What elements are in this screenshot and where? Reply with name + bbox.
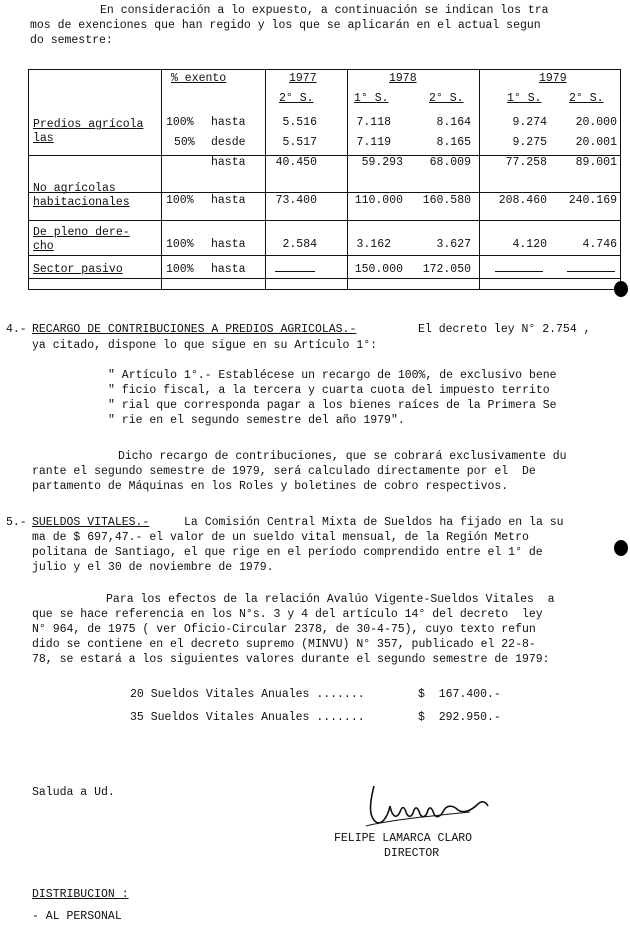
punch-hole <box>614 281 628 297</box>
row-label: habitacionales <box>33 196 130 209</box>
cell: 4.746 <box>582 238 617 251</box>
cell: 110.000 <box>354 194 403 207</box>
cell: 5.517 <box>282 136 317 149</box>
sem-1978-2: 2° S. <box>429 92 464 105</box>
quote-line: " Artículo 1°.- Establécese un recargo de 100%, de exclusivo bene <box>108 369 557 382</box>
vital-label: 35 Sueldos Vitales Anuales ....... <box>130 711 365 724</box>
empty-dash <box>567 271 615 272</box>
signatory-name: FELIPE LAMARCA CLARO <box>334 832 473 845</box>
cell: 3.627 <box>436 238 471 251</box>
row-label: cho <box>33 240 54 253</box>
cell: 240.169 <box>568 194 617 207</box>
cell: 20.000 <box>575 116 617 129</box>
row-kind: hasta <box>211 263 246 276</box>
punch-hole <box>614 540 628 556</box>
s4-para-line: partamento de Máquinas en los Roles y boletines de cobro respectivos. <box>32 480 509 493</box>
cell: 89.001 <box>575 156 617 169</box>
s4-para-line: Dicho recargo de contribuciones, que se cobrará exclusivamente du <box>118 450 567 463</box>
header-1979: 1979 <box>539 72 567 85</box>
row-pct: 100% <box>166 116 194 129</box>
signatory-title: DIRECTOR <box>384 847 440 860</box>
quote-line: " rial que corresponda pagar a los bienes raíces de la Primera Se <box>108 399 557 412</box>
section-5-number: 5.- <box>6 516 27 529</box>
s4-para-line: rante el segundo semestre de 1979, será calculado directamente por el De <box>32 465 536 478</box>
s5-para-line: 78, se estará a los siguientes valores durante el segundo semestre de 1979: <box>32 653 550 666</box>
section-4-lead: El decreto ley N° 2.754 , <box>418 323 591 336</box>
section-5-lead: La Comisión Central Mixta de Sueldos ha fijado en la su <box>184 516 564 529</box>
cell: 208.460 <box>498 194 547 207</box>
s5-para-line: dido se contiene en el decreto supremo (MINVU) N° 357, publicado el 22-8- <box>32 638 536 651</box>
row-kind: hasta <box>211 156 246 169</box>
sem-1979-2: 2° S. <box>569 92 604 105</box>
cell: 172.050 <box>422 263 471 276</box>
intro-line-3: do semestre: <box>30 34 113 47</box>
signature-scribble <box>360 776 530 834</box>
header-exento: % exento <box>171 72 227 85</box>
s5-line: politana de Santiago, el que rige en el período comprendido entre el 1° de <box>32 546 543 559</box>
header-1977: 1977 <box>289 72 317 85</box>
distribution-item: - AL PERSONAL <box>32 910 122 923</box>
section-5-title: SUELDOS VITALES.- <box>32 516 150 529</box>
section-4-title: RECARGO DE CONTRIBUCIONES A PREDIOS AGRICOLAS.- <box>32 323 357 336</box>
vital-amount: $ 167.400.- <box>418 688 501 701</box>
empty-dash <box>275 271 315 272</box>
sem-1979-1: 1° S. <box>507 92 542 105</box>
row-label: Sector pasivo <box>33 263 123 276</box>
cell: 68.009 <box>429 156 471 169</box>
row-pct: 100% <box>166 238 194 251</box>
vital-amount: $ 292.950.- <box>418 711 501 724</box>
closing: Saluda a Ud. <box>32 786 115 799</box>
cell: 59.293 <box>361 156 403 169</box>
row-label: No agrícolas <box>33 182 116 195</box>
cell: 73.400 <box>275 194 317 207</box>
row-label: Predios agrícola <box>33 118 144 131</box>
row-kind: hasta <box>211 238 246 251</box>
intro-line-2: mos de exenciones que han regido y los que se aplicarán en el actual segun <box>30 19 541 32</box>
row-pct: 50% <box>174 136 195 149</box>
empty-dash <box>495 271 543 272</box>
cell: 9.275 <box>512 136 547 149</box>
cell: 5.516 <box>282 116 317 129</box>
cell: 160.580 <box>422 194 471 207</box>
row-label: De pleno dere- <box>33 226 130 239</box>
quote-line: " ficio fiscal, a la tercera y cuarta cuota del impuesto territo <box>108 384 550 397</box>
cell: 40.450 <box>275 156 317 169</box>
s5-para-line: N° 964, de 1975 ( ver Oficio-Circular 2378, de 30-4-75), cuyo texto refun <box>32 623 536 636</box>
row-kind: desde <box>211 136 246 149</box>
cell: 2.584 <box>282 238 317 251</box>
sem-1977-2: 2° S. <box>279 92 314 105</box>
cell: 7.118 <box>356 116 391 129</box>
row-kind: hasta <box>211 116 246 129</box>
cell: 77.258 <box>505 156 547 169</box>
section-4-number: 4.- <box>6 323 27 336</box>
sem-1978-1: 1° S. <box>354 92 389 105</box>
row-kind: hasta <box>211 194 246 207</box>
cell: 9.274 <box>512 116 547 129</box>
row-label: las <box>33 132 54 145</box>
row-pct: 100% <box>166 194 194 207</box>
exemption-table <box>28 69 621 290</box>
cell: 20.001 <box>575 136 617 149</box>
s5-line: julio y el 30 de noviembre de 1979. <box>32 561 274 574</box>
s5-para-line: que se hace referencia en los N°s. 3 y 4 del artículo 14° del decreto ley <box>32 608 543 621</box>
section-4-line2: ya citado, dispone lo que sigue en su Artículo 1°: <box>32 339 378 352</box>
distribution-title: DISTRIBUCION : <box>32 888 129 901</box>
cell: 8.165 <box>436 136 471 149</box>
header-1978: 1978 <box>389 72 417 85</box>
row-pct: 100% <box>166 263 194 276</box>
cell: 8.164 <box>436 116 471 129</box>
intro-line-1: En consideración a lo expuesto, a continuación se indican los tra <box>100 4 549 17</box>
s5-para-line: Para los efectos de la relación Avalúo Vigente-Sueldos Vitales a <box>106 593 555 606</box>
cell: 150.000 <box>354 263 403 276</box>
cell: 3.162 <box>356 238 391 251</box>
cell: 7.119 <box>356 136 391 149</box>
cell: 4.120 <box>512 238 547 251</box>
vital-label: 20 Sueldos Vitales Anuales ....... <box>130 688 365 701</box>
quote-line: " rie en el segundo semestre del año 1979". <box>108 414 405 427</box>
s5-line: ma de $ 697,47.- el valor de un sueldo vital mensual, de la Región Metro <box>32 531 529 544</box>
